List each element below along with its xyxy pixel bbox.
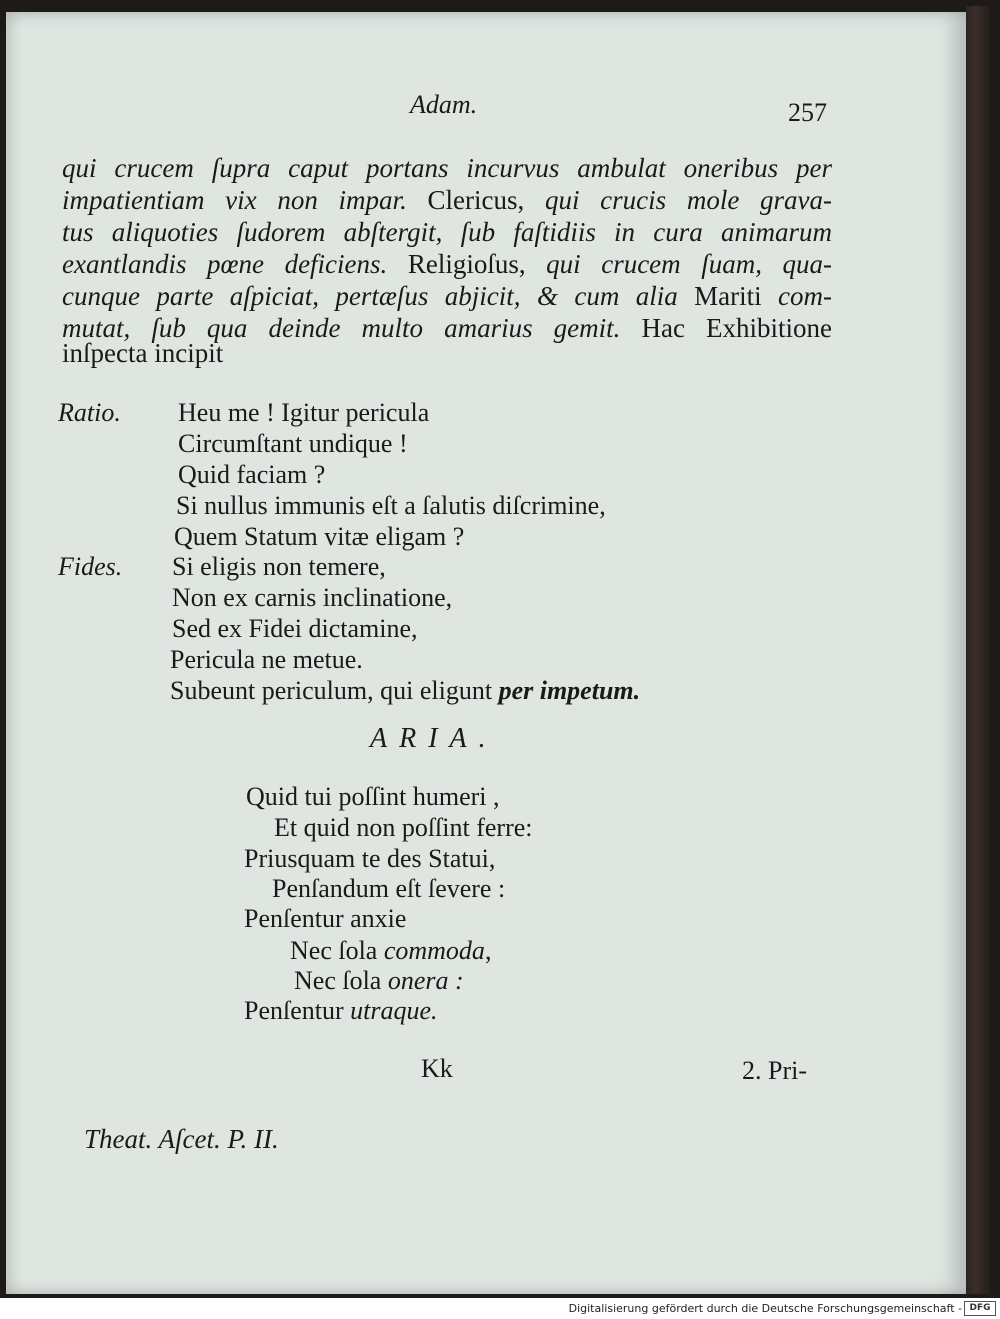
dialogue-line [172,583,452,613]
footer-book-title: Theat. Aſcet. P. II. [84,1124,279,1154]
dialogue-line [178,460,325,490]
aria-line [244,996,438,1026]
text-segment: Mariti [694,281,779,311]
text-segment: Nec ſola [294,966,388,995]
dialogue-line [176,491,606,521]
text-segment: Quid tui poſſint humeri , [246,782,500,811]
dialogue-text: Si eligis non temere, [172,552,386,581]
aria-heading: ARIA. [370,723,498,754]
text-segment: qui crucem ſupra caput portans incurvus ambulat oneribus per [62,153,832,183]
dialogue-line [174,522,464,552]
dialogue-text: Subeunt periculum, qui eligunt [170,676,499,705]
text-segment: utraque. [350,996,438,1025]
dialogue-text: Heu me ! Igitur pericula [178,398,430,427]
aria-line [274,813,533,843]
funding-credit: Digitalisierung gefördert durch die Deutsche Forschungsgemeinschaft - [568,1302,962,1315]
text-segment: Penſentur anxie [244,904,407,933]
aria-line [246,782,500,812]
book-page [6,12,966,1294]
dialogue-italic-ending: per impetum. [498,676,641,705]
dfg-logo-icon: DFG [964,1301,996,1316]
text-segment: Nec ſola [290,936,384,965]
text-segment: Clericus, [406,185,545,215]
text-segment: onera : [387,966,464,995]
catchword: 2. Pri- [742,1056,807,1085]
dialogue-text: Sed ex Fidei dictamine, [172,614,418,643]
text-segment: Penſandum eſt ſevere : [272,874,506,903]
signature-mark: Kk [421,1054,453,1083]
paragraph-line [62,337,832,369]
dialogue-line [178,429,408,459]
paragraph-line [62,152,832,184]
dialogue-line [170,645,363,675]
text-segment: impatientiam vix non impar. [62,185,407,215]
dialogue-line [178,398,429,428]
dialogue-text: Pericula ne metue. [170,645,363,674]
aria-line [272,874,505,904]
text-segment: qui crucem ſuam, qua- [546,249,833,279]
text-segment: Et quid non poſſint ferre: [274,813,533,842]
text-segment: tus aliquoties ſudorem abſtergit, ſub faſtidiis in cura animarum [62,217,832,247]
speaker-label: Ratio. [58,398,121,427]
paragraph-line [62,216,832,248]
dialogue-line [172,552,386,582]
dialogue-line [172,614,418,644]
dialogue-text: Circumſtant undique ! [178,429,408,458]
text-segment: com- [778,281,832,311]
aria-line [290,936,491,966]
paragraph-line [62,248,832,280]
book-spine [966,6,990,1294]
aria-line [244,844,495,874]
speaker-label: Fides. [58,552,123,581]
page-number: 257 [788,98,827,127]
running-head: Adam. [410,90,478,119]
aria-line [244,904,406,934]
text-segment: , [484,936,492,965]
text-segment: exantlandis pœne deficiens. [62,249,388,279]
dialogue-line [170,676,640,706]
paragraph-line [62,184,832,216]
text-segment: Penſentur [244,996,351,1025]
paragraph-line [62,280,832,312]
text-segment: cunque parte aſpiciat, pertæſus abjicit, & cum alia [62,281,695,311]
aria-line [294,966,464,996]
text-segment: inſpecta incipit [62,338,224,368]
text-segment: commoda [383,936,485,965]
dialogue-text: Quem Statum vitæ eligam ? [174,522,465,551]
text-segment: Religioſus, [387,249,547,279]
text-segment: mutat, ſub qua deinde multo amarius gemit. [62,313,621,343]
text-segment: qui crucis mole grava- [544,185,832,215]
text-segment: Hac Exhibitione [620,313,832,343]
dialogue-text: Non ex carnis inclinatione, [172,583,453,612]
dialogue-text: Quid faciam ? [178,460,326,489]
dialogue-text: Si nullus immunis eſt a ſalutis diſcrimine, [176,491,606,520]
text-segment: Priusquam te des Statui, [244,844,496,873]
